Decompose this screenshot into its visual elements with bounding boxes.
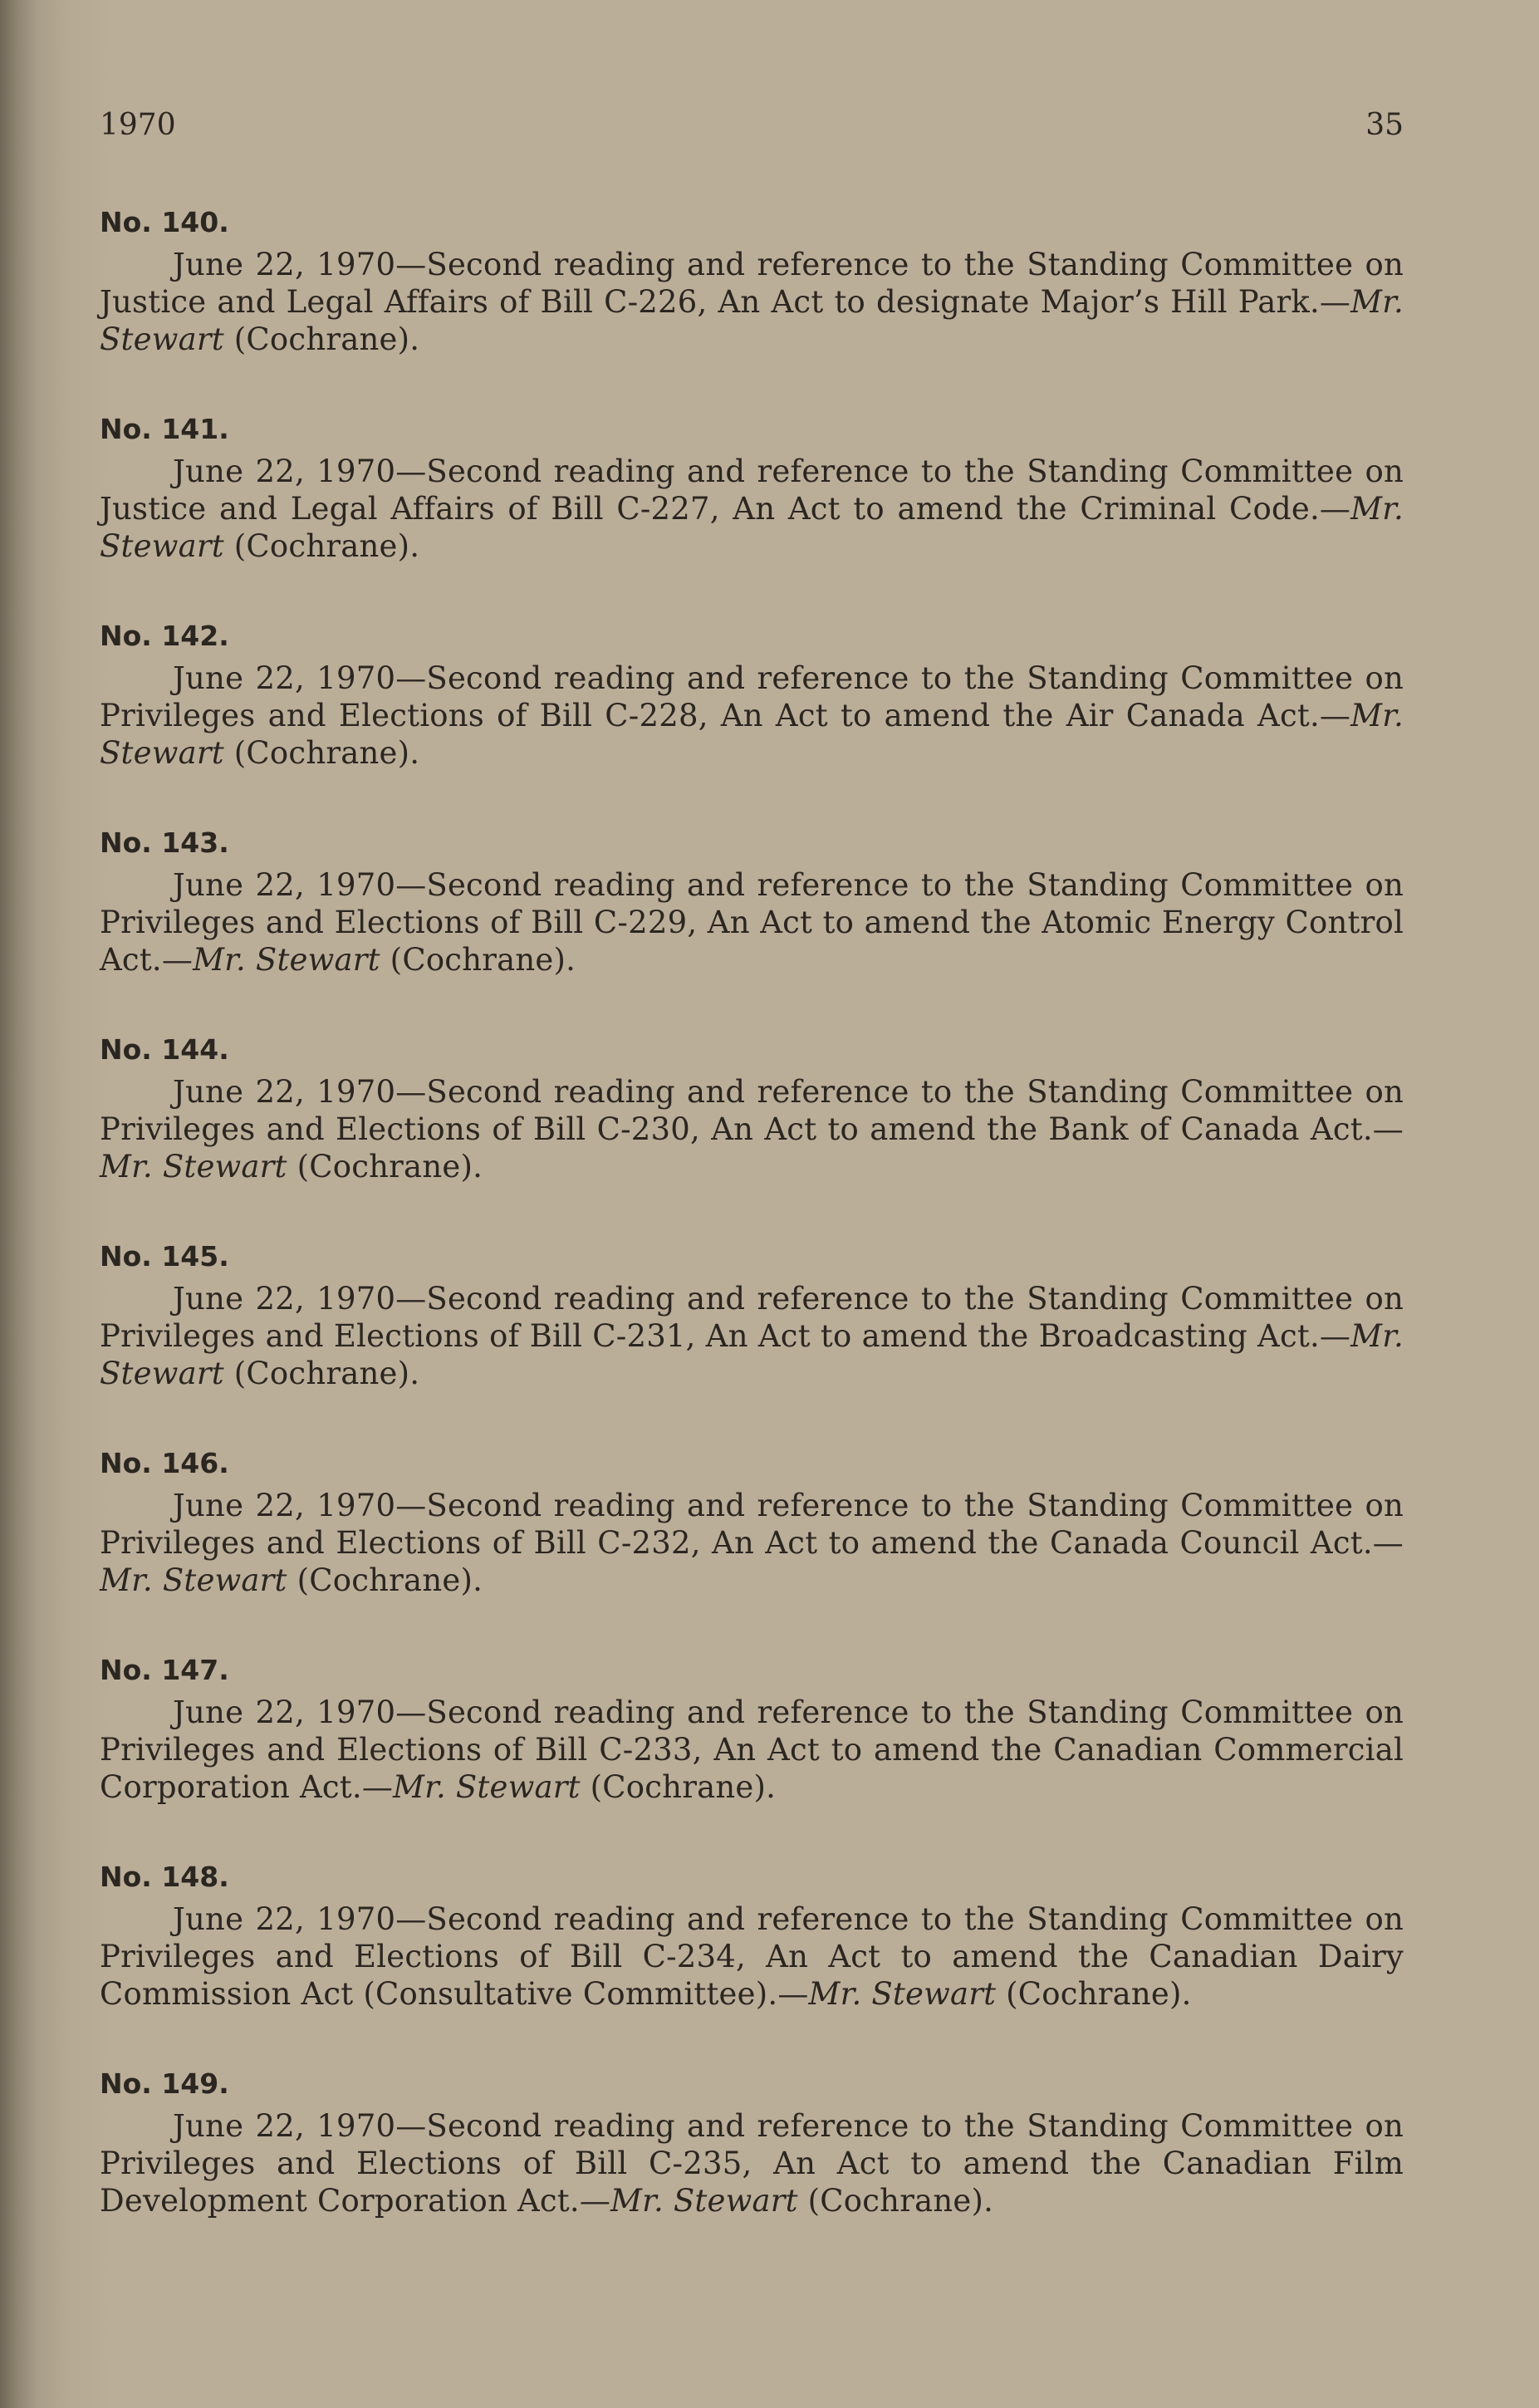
member-name: Mr. Stewart [808, 1976, 997, 2012]
notice-text: June 22, 1970—Second reading and reference to the Standing Committee on Privileges and Elections of Bill C-229, An Act to amend the Atomic Energy Control Act.—Mr. Stewart (Cochrane). [100, 867, 1404, 978]
member-name: Mr. Stewart [100, 491, 1404, 564]
notice-text: June 22, 1970—Second reading and reference to the Standing Committee on Justice and Legal Affairs of Bill C-226, An Act to designate Major’s Hill Park.—Mr. Stewart (Cochrane). [100, 247, 1404, 357]
notice-entry [100, 1238, 1404, 1445]
notice-text: June 22, 1970—Second reading and reference to the Standing Committee on Privileges and Elections of Bill C-230, An Act to amend the Bank of Canada Act.—Mr. Stewart (Cochrane). [100, 1074, 1404, 1184]
notice-number: No. 145. [100, 1240, 229, 1273]
notice-number: No. 148. [100, 1861, 229, 1893]
member-name: Mr. Stewart [610, 2183, 798, 2219]
notice-text: June 22, 1970—Second reading and reference to the Standing Committee on Privileges and Elections of Bill C-234, An Act to amend the Canadian Dairy Commission Act (Consultative Committee).—Mr. Stewart (Cochrane). [100, 1901, 1404, 2012]
member-name: Mr. Stewart [100, 284, 1404, 357]
notice-entry [100, 618, 1404, 825]
member-name: Mr. Stewart [100, 1562, 287, 1598]
member-name: Mr. Stewart [193, 942, 380, 978]
notice-number: No. 143. [100, 826, 229, 859]
notice-entry [100, 204, 1404, 411]
notice-number: No. 149. [100, 2067, 229, 2100]
notice-text: June 22, 1970—Second reading and reference to the Standing Committee on Privileges and Elections of Bill C-233, An Act to amend the Canadian Commercial Corporation Act.—Mr. Stewart (Cochrane). [100, 1694, 1404, 1805]
notice-entry [100, 1859, 1404, 2066]
notice-entry [100, 411, 1404, 618]
notice-text: June 22, 1970—Second reading and reference to the Standing Committee on Privileges and Elections of Bill C-228, An Act to amend the Air Canada Act.—Mr. Stewart (Cochrane). [100, 660, 1404, 771]
member-name: Mr. Stewart [100, 1149, 287, 1184]
notice-entry [100, 1032, 1404, 1238]
notice-text: June 22, 1970—Second reading and reference to the Standing Committee on Justice and Legal Affairs of Bill C-227, An Act to amend the Criminal Code.—Mr. Stewart (Cochrane). [100, 454, 1404, 564]
member-name: Mr. Stewart [393, 1769, 581, 1805]
notice-number: No. 147. [100, 1654, 229, 1686]
page-number: 35 [1365, 108, 1404, 142]
notice-entry [100, 825, 1404, 1032]
notice-number: No. 146. [100, 1447, 229, 1479]
header-year: 1970 [100, 108, 176, 142]
notice-entry [100, 1445, 1404, 1652]
notice-list [100, 204, 1404, 2273]
notice-number: No. 144. [100, 1033, 229, 1066]
member-name: Mr. Stewart [100, 698, 1404, 771]
notice-text: June 22, 1970—Second reading and reference to the Standing Committee on Privileges and Elections of Bill C-231, An Act to amend the Broadcasting Act.—Mr. Stewart (Cochrane). [100, 1281, 1404, 1391]
notice-text: June 22, 1970—Second reading and reference to the Standing Committee on Privileges and Elections of Bill C-235, An Act to amend the Canadian Film Development Corporation Act.—Mr. Stewart (Cochrane). [100, 2108, 1404, 2219]
page-header [100, 108, 1404, 150]
notice-text: June 22, 1970—Second reading and reference to the Standing Committee on Privileges and Elections of Bill C-232, An Act to amend the Canada Council Act.—Mr. Stewart (Cochrane). [100, 1488, 1404, 1598]
member-name: Mr. Stewart [100, 1318, 1404, 1391]
notice-number: No. 141. [100, 413, 229, 445]
notice-entry [100, 1652, 1404, 1859]
notice-entry [100, 2066, 1404, 2273]
notice-number: No. 140. [100, 206, 229, 238]
notice-number: No. 142. [100, 620, 229, 652]
